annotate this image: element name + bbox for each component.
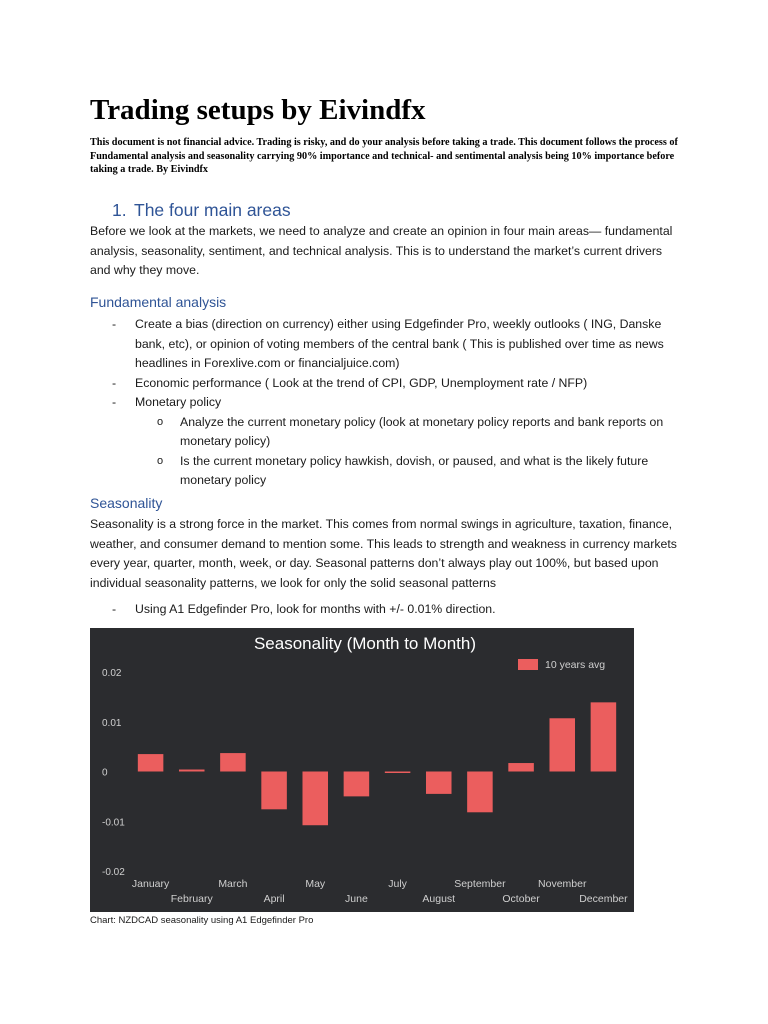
list-item: - Using A1 Edgefinder Pro, look for months with +/- 0.01% direction.	[90, 600, 680, 620]
monetary-policy-sublist	[135, 413, 680, 491]
fundamental-list	[90, 315, 680, 491]
seasonality-text: Seasonality is a strong force in the market. This comes from normal swings in agriculture, taxation, finance, weather, and consumer demand to mention some. This leads to strength and weakness in currency markets every year, quarter, month, week, or day. Seasonal patterns don’t always play out 100%, but based upon individual seasonality patterns, we look for only the solid seasonal patterns	[90, 517, 677, 590]
sub-list-item: o Is the current monetary policy hawkish, dovish, or paused, and what is the likely future monetary policy	[135, 452, 680, 491]
chart-caption: Chart: NZDCAD seasonality using A1 Edgefinder Pro	[90, 915, 314, 926]
y-tick-label: 0	[102, 767, 108, 779]
bar-april	[261, 772, 287, 810]
document-title: Trading setups by Eivindfx	[90, 94, 426, 126]
bar-august	[426, 772, 452, 794]
bar-march	[220, 753, 246, 771]
legend-label: 10 years avg	[545, 659, 606, 671]
x-tick-label: August	[422, 893, 456, 905]
list-item	[90, 393, 680, 491]
x-tick-label: October	[502, 893, 540, 905]
list-item-label: Monetary policy	[135, 395, 222, 409]
x-tick-label: April	[263, 893, 285, 905]
x-tick-label: March	[218, 878, 248, 890]
x-tick-label: July	[388, 878, 407, 890]
chart-title: Seasonality (Month to Month)	[253, 634, 477, 653]
seasonality-bar-chart	[90, 628, 634, 912]
y-tick-label: -0.02	[102, 867, 125, 878]
y-tick-label: -0.01	[102, 817, 125, 829]
bar-january	[138, 754, 164, 771]
bar-may	[302, 772, 328, 826]
x-tick-label: June	[345, 893, 368, 905]
section-title: The four main areas	[134, 200, 291, 220]
list-item: - Create a bias (direction on currency) either using Edgefinder Pro, weekly outlooks ( ING, Danske bank, etc), or opinion of voting members of the central bank ( This is published over time as news headlines in Forexlive.com or financialjuice.com)	[90, 315, 680, 374]
list-item: - Economic performance ( Look at the trend of CPI, GDP, Unemployment rate / NFP)	[90, 374, 680, 394]
bar-june	[344, 772, 370, 797]
bar-october	[508, 763, 534, 771]
x-axis	[132, 878, 628, 905]
sub-list-item: o Analyze the current monetary policy (look at monetary policy reports and bank reports on monetary policy)	[135, 413, 680, 452]
x-tick-label: December	[579, 893, 628, 905]
disclaimer-text: This document is not financial advice. Trading is risky, and do your analysis before taking a trade. This document follows the process of Fundamental analysis and seasonality carrying 90% importance and technical- and sentimental analysis being 10% importance before taking a trade. By Eivindfx	[90, 137, 678, 175]
chart-bars	[138, 702, 616, 825]
x-tick-label: September	[454, 878, 506, 890]
bar-december	[591, 702, 617, 771]
section-heading-four-main-areas	[112, 199, 291, 221]
x-tick-label: February	[170, 893, 213, 905]
heading-fundamental-analysis: Fundamental analysis	[90, 294, 227, 310]
y-axis	[102, 668, 125, 878]
x-tick-label: January	[131, 878, 170, 890]
x-tick-label: November	[538, 878, 587, 890]
bar-july	[385, 772, 411, 773]
seasonality-list	[90, 600, 680, 620]
x-tick-label: May	[305, 878, 326, 890]
section-number: 1.	[112, 200, 127, 220]
chart-legend	[518, 659, 605, 671]
section-intro-text: Before we look at the markets, we need to analyze and create an opinion in four main areas— fundamental analysis, seasonality, sentiment, and technical analysis. This is to understand the market’s current drivers and why they move.	[90, 224, 673, 277]
bar-september	[467, 772, 493, 813]
legend-swatch	[518, 659, 538, 670]
bar-november	[549, 718, 575, 771]
y-tick-label: 0.01	[102, 717, 122, 729]
bar-february	[179, 770, 205, 772]
y-tick-label: 0.02	[102, 668, 122, 679]
heading-seasonality: Seasonality	[90, 495, 163, 511]
